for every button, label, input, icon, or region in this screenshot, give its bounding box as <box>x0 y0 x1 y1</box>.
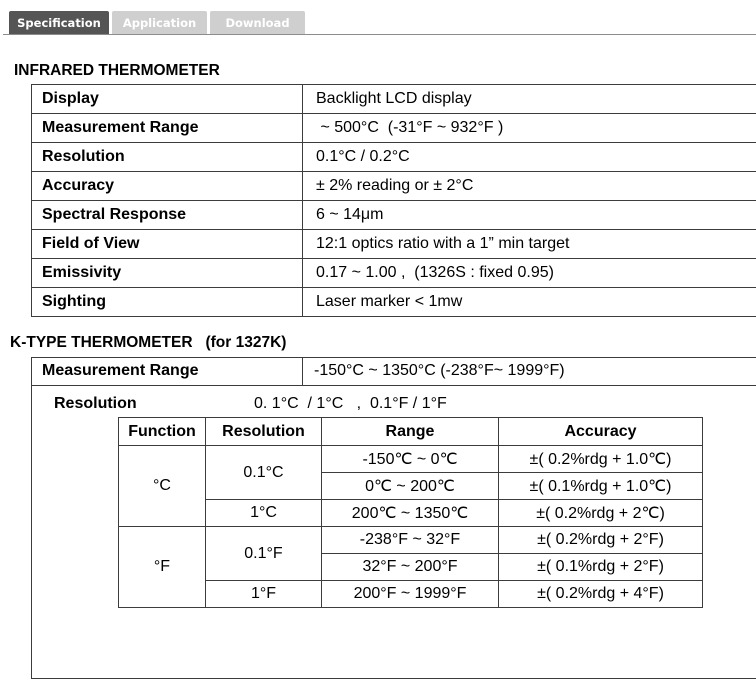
resolution-cell: 0.1°F <box>206 527 322 581</box>
spec-row-measurement-range <box>32 114 756 143</box>
spec-label: Measurement Range <box>32 114 303 143</box>
accuracy-cell: ±( 0.2%rdg + 1.0℃) <box>499 446 703 473</box>
tab-download[interactable]: Download <box>210 11 305 34</box>
table-header-row <box>119 418 703 446</box>
spec-row-display <box>32 85 756 114</box>
table-row <box>119 446 703 473</box>
spec-value: ~ 500°C (-31°F ~ 932°F ) <box>303 114 756 143</box>
spec-row-accuracy <box>32 172 756 201</box>
spec-label: Field of View <box>32 230 303 259</box>
range-cell: -150℃ ~ 0℃ <box>322 446 499 473</box>
function-fahrenheit: °F <box>119 527 206 608</box>
ktype-range-value: -150°C ~ 1350°C (-238°F~ 1999°F) <box>314 362 565 379</box>
tab-bar <box>9 11 308 34</box>
spec-label: Spectral Response <box>32 201 303 230</box>
col-header-function: Function <box>119 418 206 446</box>
accuracy-cell: ±( 0.2%rdg + 2℃) <box>499 500 703 527</box>
spec-label: Emissivity <box>32 259 303 288</box>
resolution-cell: 1°F <box>206 581 322 608</box>
spec-row-sighting <box>32 288 756 317</box>
ktype-range-label: Measurement Range <box>42 362 199 379</box>
range-cell: 0℃ ~ 200℃ <box>322 473 499 500</box>
spec-value: Laser marker < 1mw <box>303 288 756 317</box>
table-row <box>119 527 703 554</box>
spec-label: Sighting <box>32 288 303 317</box>
ktype-resolution-label: Resolution <box>54 395 137 412</box>
accuracy-cell: ±( 0.2%rdg + 4°F) <box>499 581 703 608</box>
table-row <box>119 581 703 608</box>
accuracy-cell: ±( 0.1%rdg + 2°F) <box>499 554 703 581</box>
ktype-range-divider <box>302 357 303 386</box>
spec-label: Display <box>32 85 303 114</box>
tab-application[interactable]: Application <box>112 11 207 34</box>
resolution-cell: 0.1°C <box>206 446 322 500</box>
spec-row-spectral-response <box>32 201 756 230</box>
accuracy-cell: ±( 0.1%rdg + 1.0℃) <box>499 473 703 500</box>
spec-value: 12:1 optics ratio with a 1” min target <box>303 230 756 259</box>
accuracy-cell: ±( 0.2%rdg + 2°F) <box>499 527 703 554</box>
ktype-heading: K-TYPE THERMOMETER (for 1327K) <box>10 334 287 351</box>
resolution-cell: 1°C <box>206 500 322 527</box>
range-cell: 32°F ~ 200°F <box>322 554 499 581</box>
spec-row-resolution <box>32 143 756 172</box>
spec-value: 6 ~ 14μm <box>303 201 756 230</box>
col-header-accuracy: Accuracy <box>499 418 703 446</box>
spec-row-emissivity <box>32 259 756 288</box>
col-header-resolution: Resolution <box>206 418 322 446</box>
col-header-range: Range <box>322 418 499 446</box>
range-cell: 200℃ ~ 1350℃ <box>322 500 499 527</box>
range-cell: 200°F ~ 1999°F <box>322 581 499 608</box>
spec-label: Accuracy <box>32 172 303 201</box>
ktype-resolution-value: 0. 1°C / 1°C , 0.1°F / 1°F <box>254 395 447 412</box>
infrared-spec-table <box>31 84 756 317</box>
infrared-heading: INFRARED THERMOMETER <box>14 62 220 79</box>
spec-value: 0.17 ~ 1.00 , (1326S : fixed 0.95) <box>303 259 756 288</box>
ktype-accuracy-table <box>118 417 703 608</box>
spec-value: 0.1°C / 0.2°C <box>303 143 756 172</box>
tab-specification[interactable]: Specification <box>9 11 109 34</box>
spec-value: Backlight LCD display <box>303 85 756 114</box>
function-celsius: °C <box>119 446 206 527</box>
range-cell: -238°F ~ 32°F <box>322 527 499 554</box>
spec-label: Resolution <box>32 143 303 172</box>
tab-divider <box>3 34 756 35</box>
spec-row-field-of-view <box>32 230 756 259</box>
table-row <box>119 500 703 527</box>
spec-value: ± 2% reading or ± 2°C <box>303 172 756 201</box>
